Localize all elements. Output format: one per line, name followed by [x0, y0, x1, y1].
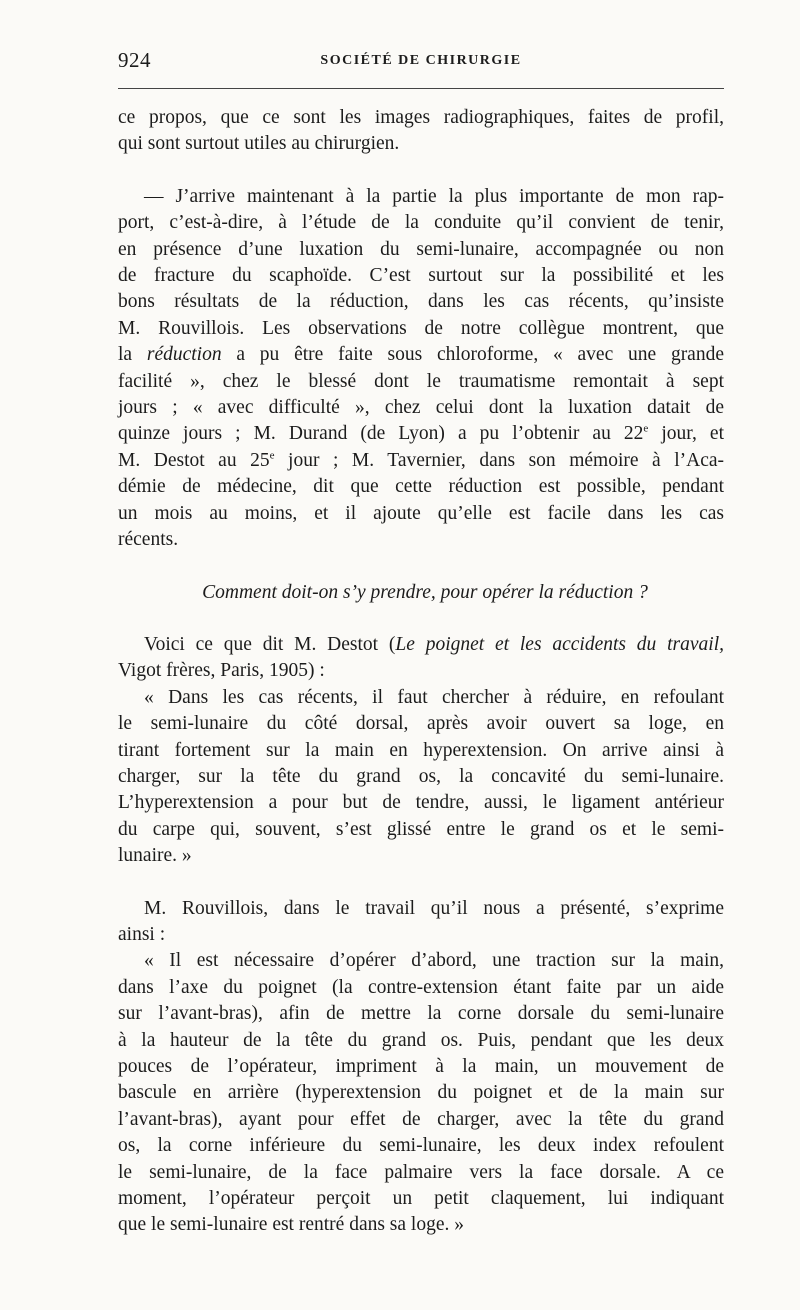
text-line: — J’arrive maintenant à la partie la plus importante de mon rap- — [144, 185, 724, 207]
text-line: charger, sur la tête du grand os, la concavité du semi-lunaire. — [118, 765, 724, 787]
text-line: pouces de l’opérateur, impriment à la main, un mouvement de — [118, 1056, 724, 1077]
text-line — [118, 421, 724, 447]
text-line: tirant fortement sur la main en hyperextension. On arrive ainsi à — [118, 739, 724, 761]
paragraph-4 — [118, 896, 724, 949]
text-line: dans l’axe du poignet (la contre-extension étant faite par un aide — [118, 976, 724, 998]
text-segment: jour ; M. Tavernier, dans son mémoire à l’Aca- — [274, 449, 725, 471]
page-number: 924 — [118, 48, 151, 72]
text-line: jours ; « avec difficulté », chez celui dont la luxation datait de — [118, 397, 724, 419]
text-line: facilité », chez le blessé dont le traumatisme remontait à sept — [118, 370, 724, 392]
text-line: moment, l’opérateur perçoit un petit claquement, lui indiquant — [118, 1188, 724, 1210]
text-line: de fracture du scaphoïde. C’est surtout sur la possibilité et les — [118, 265, 724, 287]
text-line: port, c’est-à-dire, à l’étude de la conduite qu’il convient de tenir, — [118, 212, 724, 234]
page-header — [118, 48, 724, 73]
italic-term: réduction — [146, 344, 222, 366]
quote-destot — [118, 685, 724, 870]
running-head: SOCIÉTÉ DE CHIRURGIE — [320, 53, 522, 68]
text-line: M. Rouvillois. Les observations de notre collègue montrent, que — [118, 317, 724, 339]
text-line: bons résultats de la réduction, dans les cas récents, qu’insiste — [118, 291, 724, 313]
section-heading: Comment doit-on s’y prendre, pour opérer la réduction ? — [202, 581, 648, 603]
text-line: que le semi-lunaire est rentré dans sa loge. » — [118, 1214, 465, 1236]
text-line: L’hyperextension a pour but de tendre, aussi, le ligament antérieur — [118, 792, 724, 814]
text-line: qui sont surtout utiles au chirurgien. — [118, 133, 400, 155]
text-line: lunaire. » — [118, 845, 192, 867]
text-line: le semi-lunaire du côté dorsal, après avoir ouvert sa loge, en — [118, 713, 724, 735]
text-line: « Dans les cas récents, il faut chercher à réduire, en refoulant — [144, 686, 724, 708]
text-segment: la — [118, 344, 147, 366]
ordinal-sup: e — [643, 422, 649, 435]
text-segment: M. Destot au 25 — [118, 449, 270, 471]
paragraph-3 — [118, 632, 724, 685]
text-line: ce propos, que ce sont les images radiographiques, faites de profil, — [118, 107, 724, 128]
text-line: Vigot frères, Paris, 1905) : — [118, 660, 325, 682]
text-line — [118, 632, 724, 658]
text-line: du carpe qui, souvent, s’est glissé entre le grand os et le semi- — [118, 818, 724, 840]
text-line: le semi-lunaire, de la face palmaire vers la face dorsale. A ce — [118, 1161, 724, 1183]
text-line: un mois au moins, et il ajoute qu’elle est facile dans les cas — [118, 502, 724, 524]
book-title: Le poignet et les accidents du travail, — [395, 633, 724, 655]
header-rule — [118, 88, 724, 89]
text-line: récents. — [118, 529, 179, 551]
paragraph-2 — [118, 184, 724, 554]
paragraph-1 — [118, 105, 724, 158]
text-segment: jour, et — [648, 423, 724, 445]
text-line — [118, 342, 724, 368]
body-text — [118, 105, 724, 1239]
ordinal-sup: e — [269, 449, 275, 462]
text-line: « Il est nécessaire d’opérer d’abord, une traction sur la main, — [144, 950, 724, 972]
text-line: ainsi : — [118, 923, 166, 945]
text-line: à la hauteur de la tête du grand os. Puis, pendant que les deux — [118, 1029, 724, 1051]
text-line — [118, 448, 724, 474]
text-segment: a pu être faite sous chloroforme, « avec une grande — [221, 344, 724, 366]
text-line: bascule en arrière (hyperextension du poignet et de la main sur — [118, 1082, 724, 1104]
text-line: os, la corne inférieure du semi-lunaire, les deux index refoulent — [118, 1135, 724, 1157]
text-segment: Voici ce que dit M. Destot ( — [144, 633, 396, 655]
text-line: en présence d’une luxation du semi-lunaire, accompagnée ou non — [118, 238, 724, 260]
text-line: l’avant-bras), ayant pour effet de charger, avec la tête du grand — [118, 1108, 724, 1130]
text-segment: quinze jours ; M. Durand (de Lyon) a pu l’obtenir au 22 — [118, 423, 644, 445]
text-line: M. Rouvillois, dans le travail qu’il nous a présenté, s’exprime — [144, 897, 724, 919]
quote-rouvillois — [118, 948, 724, 1238]
text-line: démie de médecine, dit que cette réduction est possible, pendant — [118, 476, 724, 498]
text-line: sur l’avant-bras), afin de mettre la corne dorsale du semi-lunaire — [118, 1003, 724, 1025]
